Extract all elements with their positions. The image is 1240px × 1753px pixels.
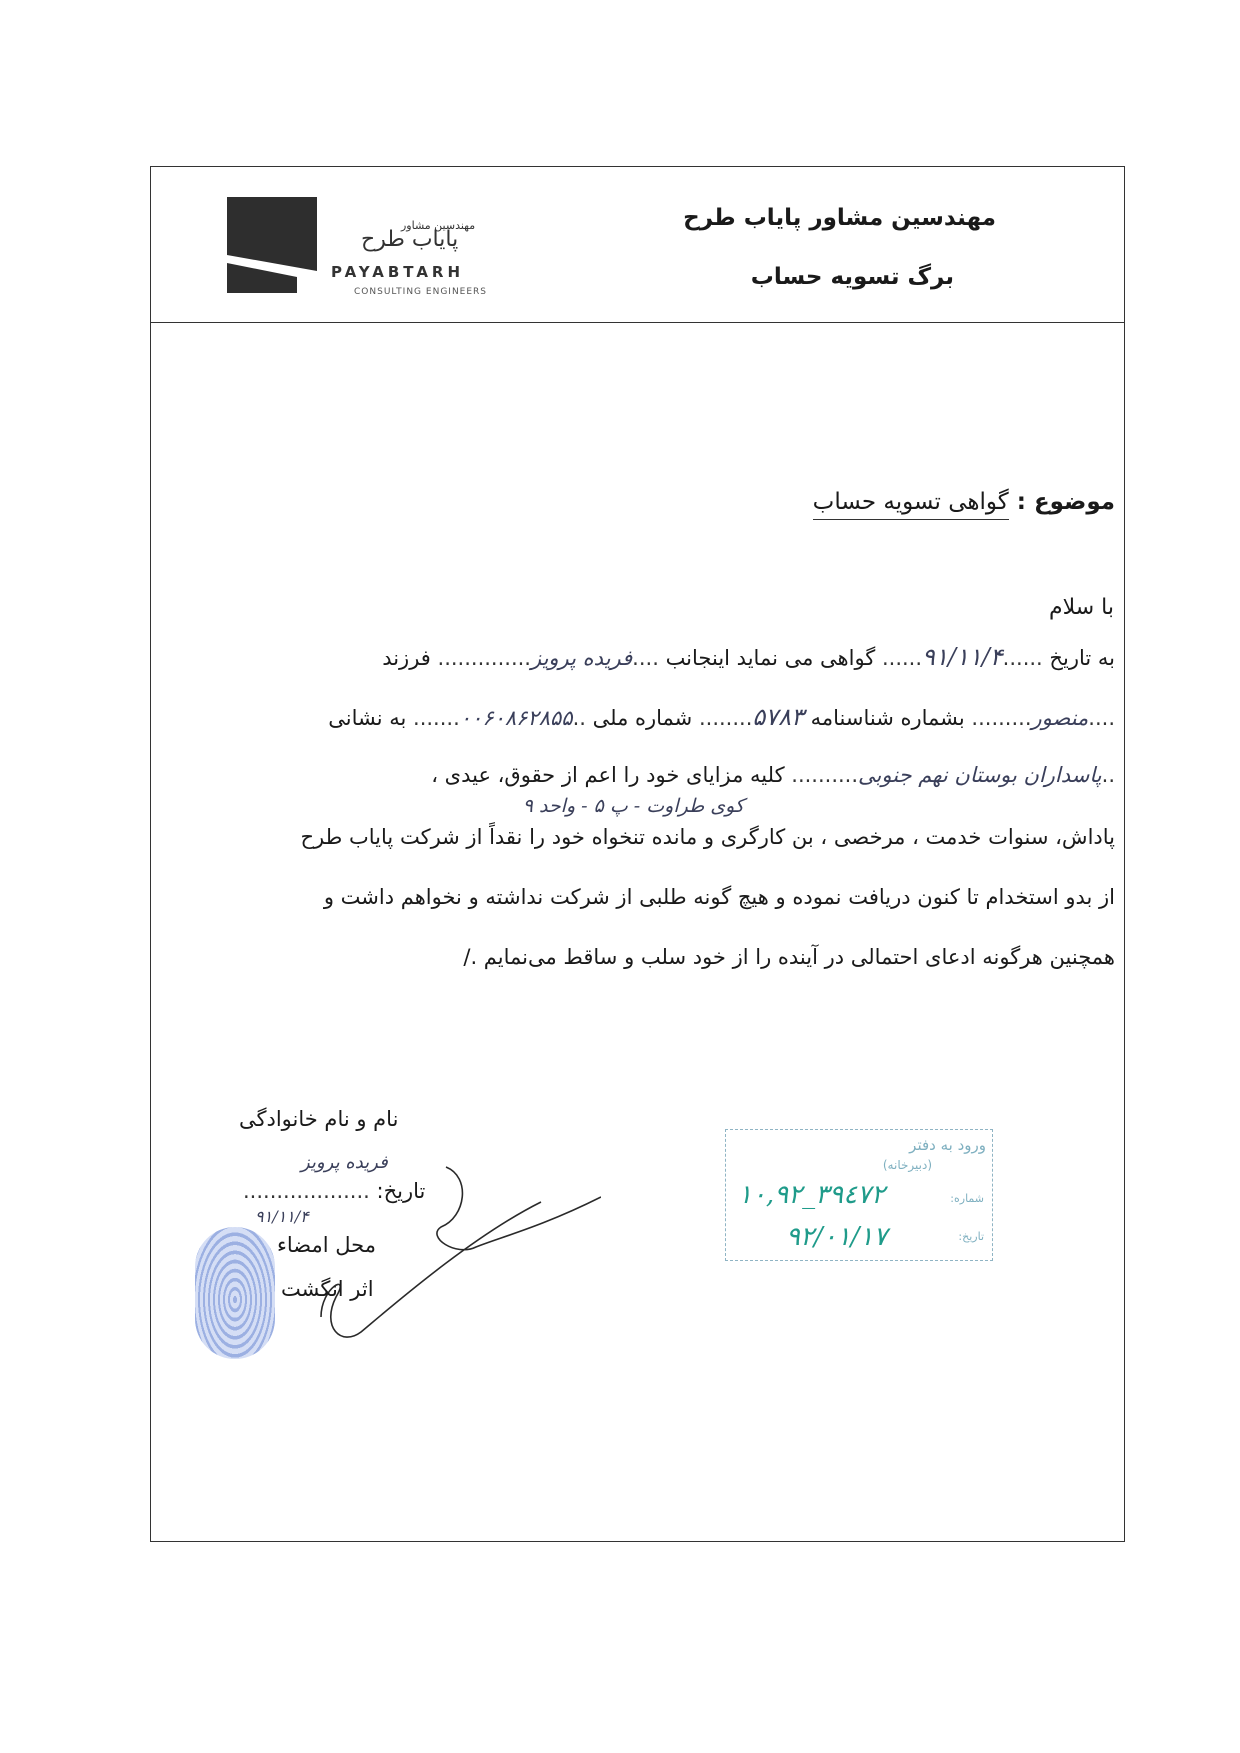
stamp-date-label: تاریخ:	[958, 1230, 984, 1243]
signature-date-label: تاریخ:	[376, 1179, 426, 1203]
logo-small-text: مهندسین مشاور	[401, 219, 476, 232]
benefits-text: کلیه مزایای خود را اعم از حقوق، عیدی ،	[431, 763, 785, 787]
stamp-subtitle: (دبیرخانه)	[882, 1158, 932, 1172]
signer-name-handwritten: فریده پرویز	[301, 1152, 388, 1173]
registry-stamp	[725, 1129, 993, 1261]
form-frame	[150, 166, 1125, 1542]
handwritten-id-number: ۵۷۸۳	[752, 703, 804, 731]
fingerprint-label: اثر انگشت	[281, 1277, 374, 1301]
subject-value: گواهی تسویه حساب	[813, 489, 1009, 520]
company-logo-mark	[227, 197, 317, 293]
stamp-number: ۱۰,۹۲_۳۹٤۷۲	[738, 1180, 885, 1210]
logo-subtitle-en: CONSULTING ENGINEERS	[354, 287, 488, 297]
stamp-title: ورود به دفتر	[909, 1136, 986, 1154]
handwritten-address: پاسداران بوستان نهم جنوبی	[858, 763, 1102, 787]
body-line-2: ....منصور......... بشماره شناسنامه ۵۷۸۳........ شماره ملی ..۰۰۶۰۸۶۲۸۵۵....... به نشانی	[328, 703, 1115, 731]
body-line-6: همچنین هرگونه ادعای احتمالی در آینده را از خود سلب و ساقط می‌نمایم ./	[463, 945, 1115, 969]
address-label: به نشانی	[328, 706, 407, 730]
signer-name-label: نام و نام خانوادگی	[239, 1107, 399, 1131]
header-divider	[151, 322, 1124, 323]
id-number-label: بشماره شناسنامه	[810, 706, 965, 730]
body-line-1: به تاریخ ......۹۱/۱۱/۴...... گواهی می نماید اینجانب ....فریده پرویز.............. فرزند	[382, 643, 1115, 671]
handwritten-address-line-2: کوی طراوت - پ ۵ - واحد ۹	[522, 795, 744, 817]
signature-date-line: تاریخ: ...................	[243, 1179, 426, 1203]
child-of-label: فرزند	[382, 646, 431, 670]
signature-place-label: محل امضاء	[277, 1233, 376, 1257]
signature-date-handwritten: ۹۱/۱۱/۴	[255, 1207, 309, 1226]
stamp-number-label: شماره:	[950, 1192, 984, 1205]
stamp-date: ۹۲/۰۱/۱۷	[786, 1222, 888, 1252]
handwritten-father-name: منصور	[1031, 706, 1089, 730]
form-title: برگ تسویه حساب	[750, 264, 954, 290]
body-line-3: ..پاسداران بوستان نهم جنوبی.......... کلیه مزایای خود را اعم از حقوق، عیدی ،	[431, 763, 1115, 787]
to-date-label: به تاریخ	[1049, 646, 1115, 670]
national-code-label: شماره ملی	[592, 706, 693, 730]
handwritten-national-code: ۰۰۶۰۸۶۲۸۵۵	[459, 706, 573, 730]
greeting: با سلام	[1048, 595, 1114, 620]
body-line-4: پاداش، سنوات خدمت ، مرخصی ، بن کارگری و مانده تنخواه خود را نقداً از شرکت پایاب طرح	[300, 825, 1115, 849]
subject-line	[813, 489, 1115, 515]
certifies-text: گواهی می نماید اینجانب	[665, 646, 876, 670]
handwritten-name: فریده پرویز	[530, 646, 633, 670]
firm-name: مهندسین مشاور پایاب طرح	[683, 205, 996, 231]
body-line-5: از بدو استخدام تا کنون دریافت نموده و هیچ گونه طلبی از شرکت نداشته و نخواهم داشت و	[323, 885, 1115, 909]
subject-label: موضوع :	[1016, 489, 1115, 515]
handwritten-date: ۹۱/۱۱/۴	[922, 643, 1003, 671]
logo-name-en: PAYABTARH	[331, 263, 465, 281]
logo-name-fa: پایاب طرح	[361, 227, 459, 252]
